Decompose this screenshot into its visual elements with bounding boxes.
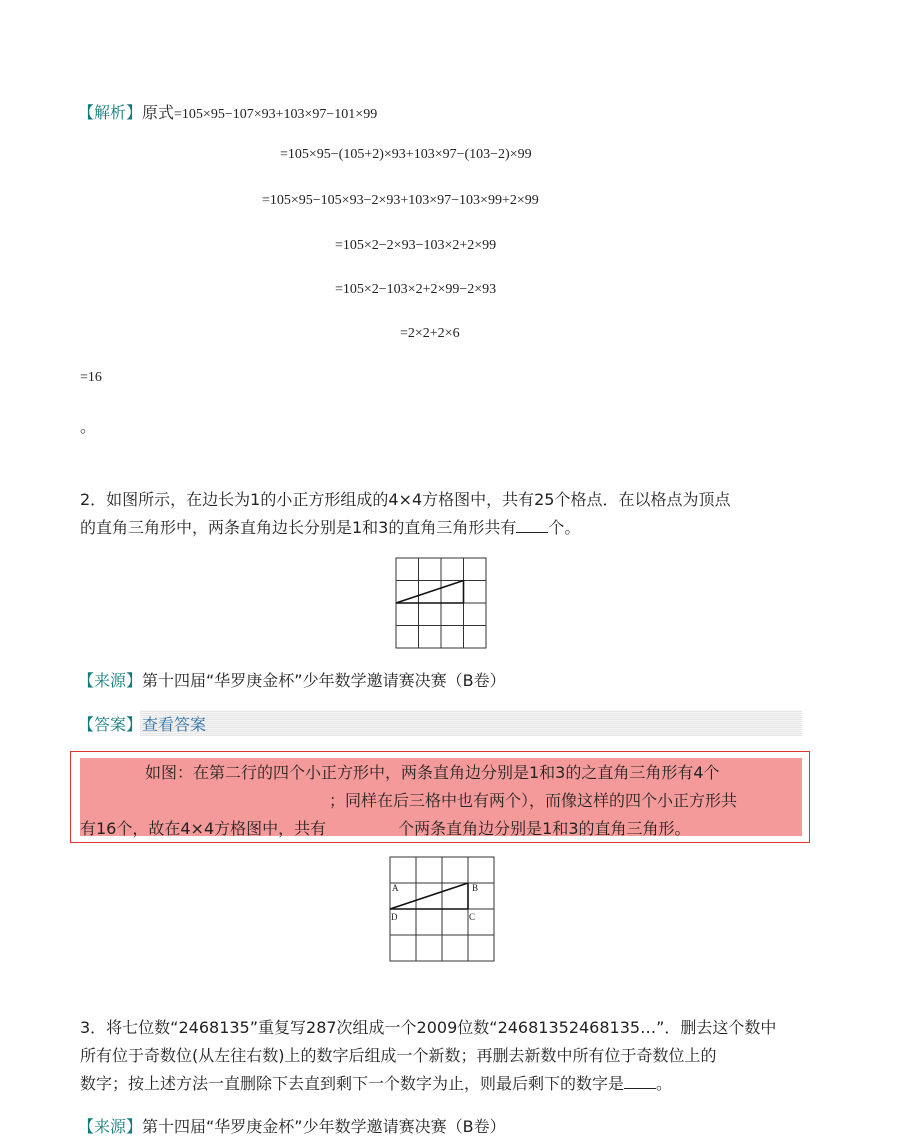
analysis-header <box>78 100 377 123</box>
triangle-1 <box>396 581 464 604</box>
q2-source <box>78 668 506 691</box>
q2-line-2-post: 个。 <box>548 518 581 537</box>
math-line-5: =105×2−103×2+2×99−2×93 <box>335 282 497 297</box>
q2-line-2-pre: 的直角三角形中，两条直角边长分别是1和3的直角三角形共有 <box>80 518 517 537</box>
math-line-2: =105×95−(105+2)×93+103×97−(103−2)×99 <box>280 147 532 162</box>
solution-line-2: ；同样在后三格中也有两个），而像这样的四个小正方形共 <box>329 791 738 810</box>
answer-bar <box>140 710 802 736</box>
math-line-7: =16 <box>80 370 102 385</box>
grid-figure-1 <box>395 557 488 650</box>
answer-tag: 【答案】 <box>78 715 143 734</box>
solution-line-1: 如图：在第二行的四个小正方形中，两条直角边分别是1和3的之直角三角形有4个 <box>145 763 720 782</box>
analysis-end-mark: 。 <box>80 417 97 436</box>
source-text: 第十四届“华罗庚金杯”少年数学邀请赛决赛（B卷） <box>142 1117 506 1136</box>
grid-figure-2 <box>389 856 496 963</box>
q2-answer <box>78 712 206 735</box>
solution-line-3 <box>80 816 691 839</box>
math-line-6: =2×2+2×6 <box>400 326 460 341</box>
q2-line-2 <box>80 514 810 542</box>
source-tag: 【来源】 <box>78 1117 143 1136</box>
q3-text <box>80 1014 810 1098</box>
answer-blank <box>516 518 548 533</box>
label-c: C <box>469 912 476 922</box>
q3-line-2: 所有位于奇数位(从左往右数)上的数字后组成一个新数；再删去新数中所有位于奇数位上的 <box>80 1046 717 1065</box>
source-text: 第十四届“华罗庚金杯”少年数学邀请赛决赛（B卷） <box>142 671 506 690</box>
math-line-3: =105×95−105×93−2×93+103×97−103×99+2×99 <box>262 193 539 208</box>
math-line-4: =105×2−2×93−103×2+2×99 <box>335 238 497 253</box>
triangle-2 <box>390 883 468 909</box>
label-a: A <box>392 883 399 893</box>
q3-line-3-pre: 数字；按上述方法一直删除下去直到剩下一个数字为止，则最后剩下的数字是 <box>80 1074 625 1093</box>
view-answer-link[interactable]: 查看答案 <box>142 715 207 734</box>
solution-line-3-post: 个两条直角边分别是1和3的直角三角形。 <box>398 819 691 838</box>
label-b: B <box>472 883 479 893</box>
q3-line-3 <box>80 1070 810 1098</box>
analysis-tag: 【解析】 <box>78 103 143 122</box>
answer-blank <box>624 1074 656 1089</box>
solution-line-3-pre: 有16个，故在4×4方格图中，共有 <box>80 819 327 838</box>
analysis-lead: 原式 <box>142 103 175 122</box>
q3-line-1: 3．将七位数“2468135”重复写287次组成一个2009位数“24681352468135…”．删去这个数中 <box>80 1018 777 1037</box>
solution-box <box>70 751 810 843</box>
label-d: D <box>391 912 398 922</box>
q2-text <box>80 486 810 542</box>
q3-source <box>78 1114 506 1137</box>
q2-line-1: 2．如图所示，在边长为1的小正方形组成的4×4方格图中，共有25个格点．在以格点为顶点 <box>80 490 731 509</box>
math-line-1: =105×95−107×93+103×97−101×99 <box>174 107 378 122</box>
source-tag: 【来源】 <box>78 671 143 690</box>
q3-line-3-post: 。 <box>656 1074 673 1093</box>
